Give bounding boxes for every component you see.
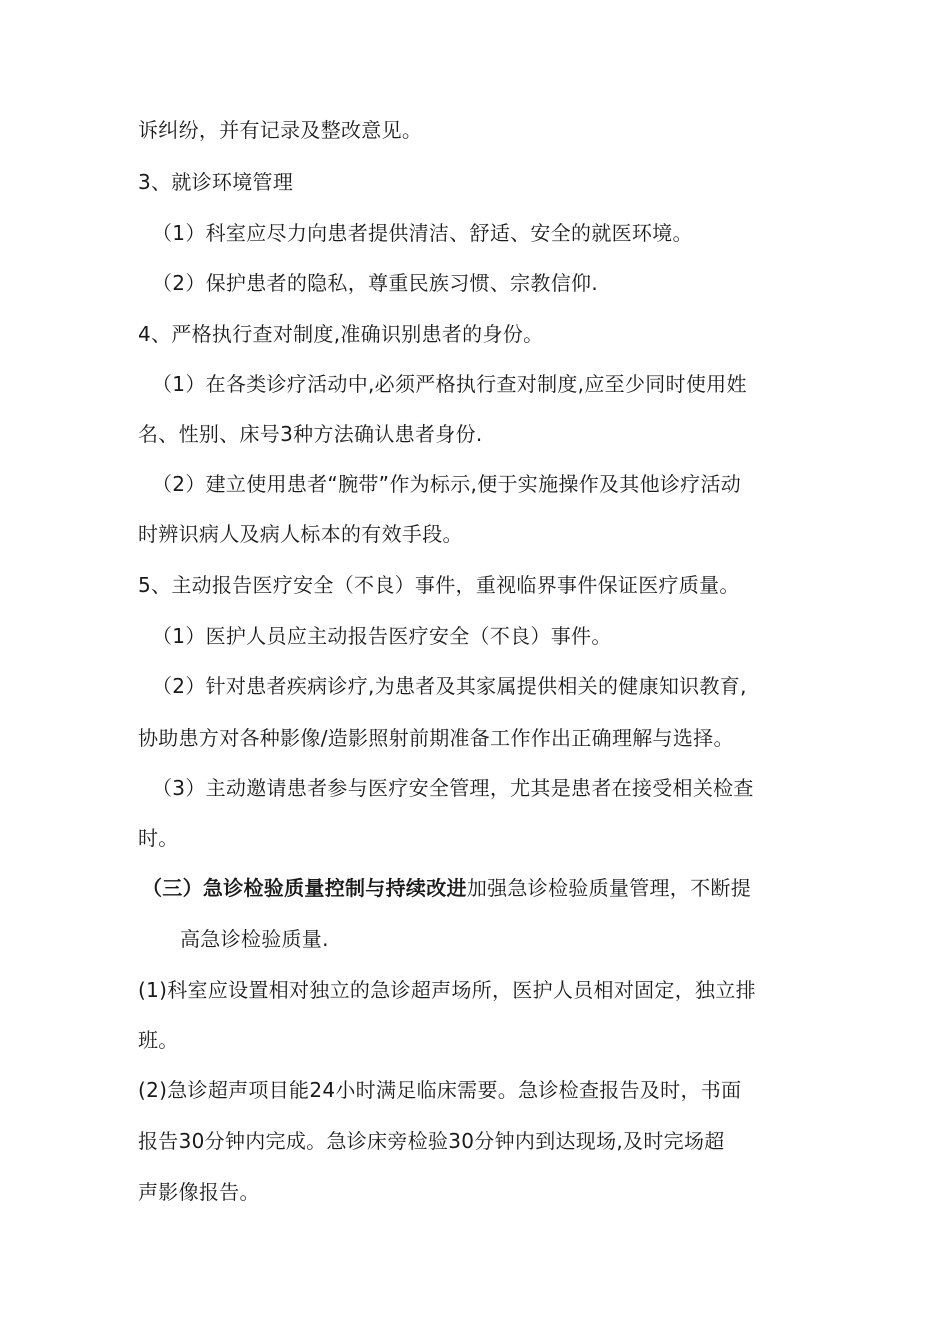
text-line: （1）科室应尽力向患者提供清洁、舒适、安全的就医环境。 [152, 221, 693, 245]
text-line: 班。 [138, 1028, 179, 1052]
text-line: 报告30分钟内完成。急诊床旁检验30分钟内到达现场,及时完场超 [138, 1129, 725, 1153]
section-heading: 5、主动报告医疗安全（不良）事件，重视临界事件保证医疗质量。 [138, 573, 740, 597]
text-line: 时辨识病人及病人标本的有效手段。 [138, 522, 463, 546]
text-line: （3）主动邀请患者参与医疗安全管理，尤其是患者在接受相关检查 [152, 776, 754, 800]
subsection-heading [142, 874, 751, 902]
text-line: 名、性别、床号3种方法确认患者身份. [138, 422, 483, 446]
text-line: 诉纠纷，并有记录及整改意见。 [138, 118, 423, 142]
section-heading: 3、就诊环境管理 [138, 170, 294, 194]
text-line: （1）在各类诊疗活动中,必须严格执行查对制度,应至少同时使用姓 [152, 372, 747, 396]
text-line: 声影像报告。 [138, 1180, 260, 1204]
section-heading: 4、严格执行查对制度,准确识别患者的身份。 [138, 322, 544, 346]
text-line: （2）针对患者疾病诊疗,为患者及其家属提供相关的健康知识教育, [152, 674, 747, 698]
subsection-title-rest: 加强急诊检验质量管理，不断提 [466, 876, 752, 900]
text-line: 协助患方对各种影像/造影照射前期准备工作作出正确理解与选择。 [138, 726, 734, 750]
text-line: （1）医护人员应主动报告医疗安全（不良）事件。 [152, 624, 612, 648]
text-line: (1)科室应设置相对独立的急诊超声场所，医护人员相对固定，独立排 [138, 978, 756, 1002]
text-line: （2）建立使用患者“腕带”作为标示,便于实施操作及其他诊疗活动 [152, 472, 742, 496]
text-line: （2）保护患者的隐私，尊重民族习惯、宗教信仰. [152, 271, 598, 295]
text-line: 高急诊检验质量. [180, 927, 329, 951]
text-line: (2)急诊超声项目能24小时满足临床需要。急诊检查报告及时，书面 [138, 1078, 742, 1102]
text-line: 时。 [138, 826, 179, 850]
subsection-title-bold: （三）急诊检验质量控制与持续改进 [142, 876, 467, 900]
